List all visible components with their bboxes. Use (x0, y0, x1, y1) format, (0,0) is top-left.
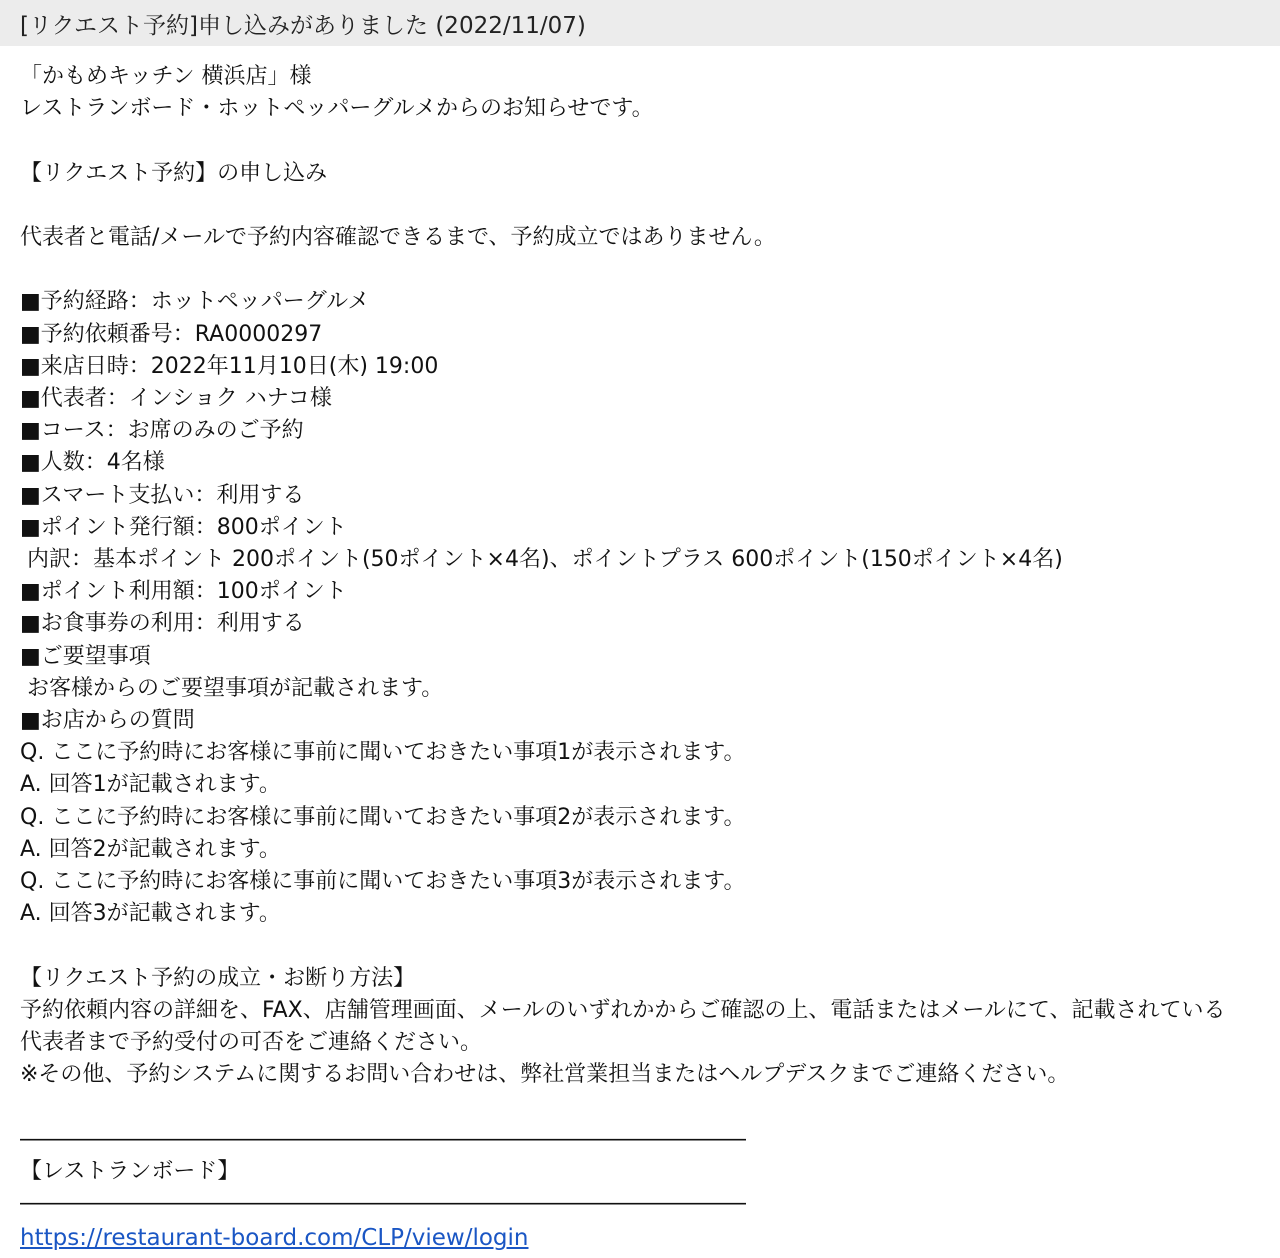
detail-line: お客様からのご要望事項が記載されます。 (20, 675, 444, 701)
method-line: 予約依頼内容の詳細を、FAX、店舗管理画面、メールのいずれかからご確認の上、電話またはメールにて、記載されている (20, 997, 1226, 1023)
brand-line: 【レストランボード】 (20, 1158, 240, 1184)
section-title: 【リクエスト予約】の申し込み (20, 160, 328, 186)
detail-line: ■ご要望事項 (20, 643, 151, 669)
notice-line: 代表者と電話/メールで予約内容確認できるまで、予約成立ではありません。 (20, 224, 776, 250)
spacer (20, 930, 1280, 962)
divider-line: ――――――――――――――――――――――――――――――――― (20, 1191, 746, 1217)
signature-block (20, 1124, 1280, 1256)
recipient-line: 「かもめキッチン 横浜店」様 (20, 64, 312, 89)
email-subject-bar (0, 0, 1280, 46)
email-body (0, 61, 1280, 1255)
method-line: 代表者まで予約受付の可否をご連絡ください。 (20, 1030, 483, 1056)
spacer (20, 254, 1280, 286)
method-block (20, 963, 1280, 1092)
detail-line: ■コース：お席のみのご予約 (20, 418, 304, 444)
detail-line: ■人数：4名様 (20, 450, 165, 476)
reservation-details (20, 286, 1280, 930)
detail-line: ■来店日時：2022年11月10日(木) 19:00 (20, 353, 439, 379)
divider-line: ――――――――――――――――――――――――――――――――― (20, 1126, 746, 1152)
spacer (20, 1091, 1280, 1123)
login-link[interactable]: https://restaurant-board.com/CLP/view/login (20, 1225, 529, 1252)
detail-line: ■予約経路：ホットペッパーグルメ (20, 289, 370, 315)
detail-line: ■ポイント利用額：100ポイント (20, 579, 347, 605)
intro-line: レストランボード・ホットペッパーグルメからのお知らせです。 (20, 96, 654, 122)
detail-line: ■ポイント発行額：800ポイント (20, 514, 347, 540)
detail-line: ■お食事券の利用：利用する (20, 611, 305, 637)
method-title: 【リクエスト予約の成立・お断り方法】 (20, 965, 416, 991)
detail-line: 内訳：基本ポイント 200ポイント(50ポイント×4名)、ポイントプラス 600ポイント(150ポイント×4名) (20, 547, 1063, 572)
question-line: Q. ここに予約時にお客様に事前に聞いておきたい事項2が表示されます。 (20, 804, 746, 830)
spacer (20, 125, 1280, 157)
detail-line: ■お店からの質問 (20, 708, 195, 734)
answer-line: A. 回答1が記載されます。 (20, 772, 281, 798)
spacer (20, 190, 1280, 222)
answer-line: A. 回答2が記載されます。 (20, 836, 281, 862)
method-line: ※その他、予約システムに関するお問い合わせは、弊社営業担当またはヘルプデスクまでご連絡ください。 (20, 1062, 1070, 1088)
detail-line: ■代表者：インショク ハナコ様 (20, 385, 332, 411)
detail-line: ■予約依頼番号：RA0000297 (20, 321, 323, 347)
question-line: Q. ここに予約時にお客様に事前に聞いておきたい事項1が表示されます。 (20, 740, 746, 766)
question-line: Q. ここに予約時にお客様に事前に聞いておきたい事項3が表示されます。 (20, 869, 746, 895)
detail-line: ■スマート支払い：利用する (20, 482, 305, 508)
answer-line: A. 回答3が記載されます。 (20, 901, 281, 927)
email-subject: [リクエスト予約]申し込みがありました (2022/11/07) (20, 12, 586, 39)
greeting-block (20, 61, 1280, 125)
